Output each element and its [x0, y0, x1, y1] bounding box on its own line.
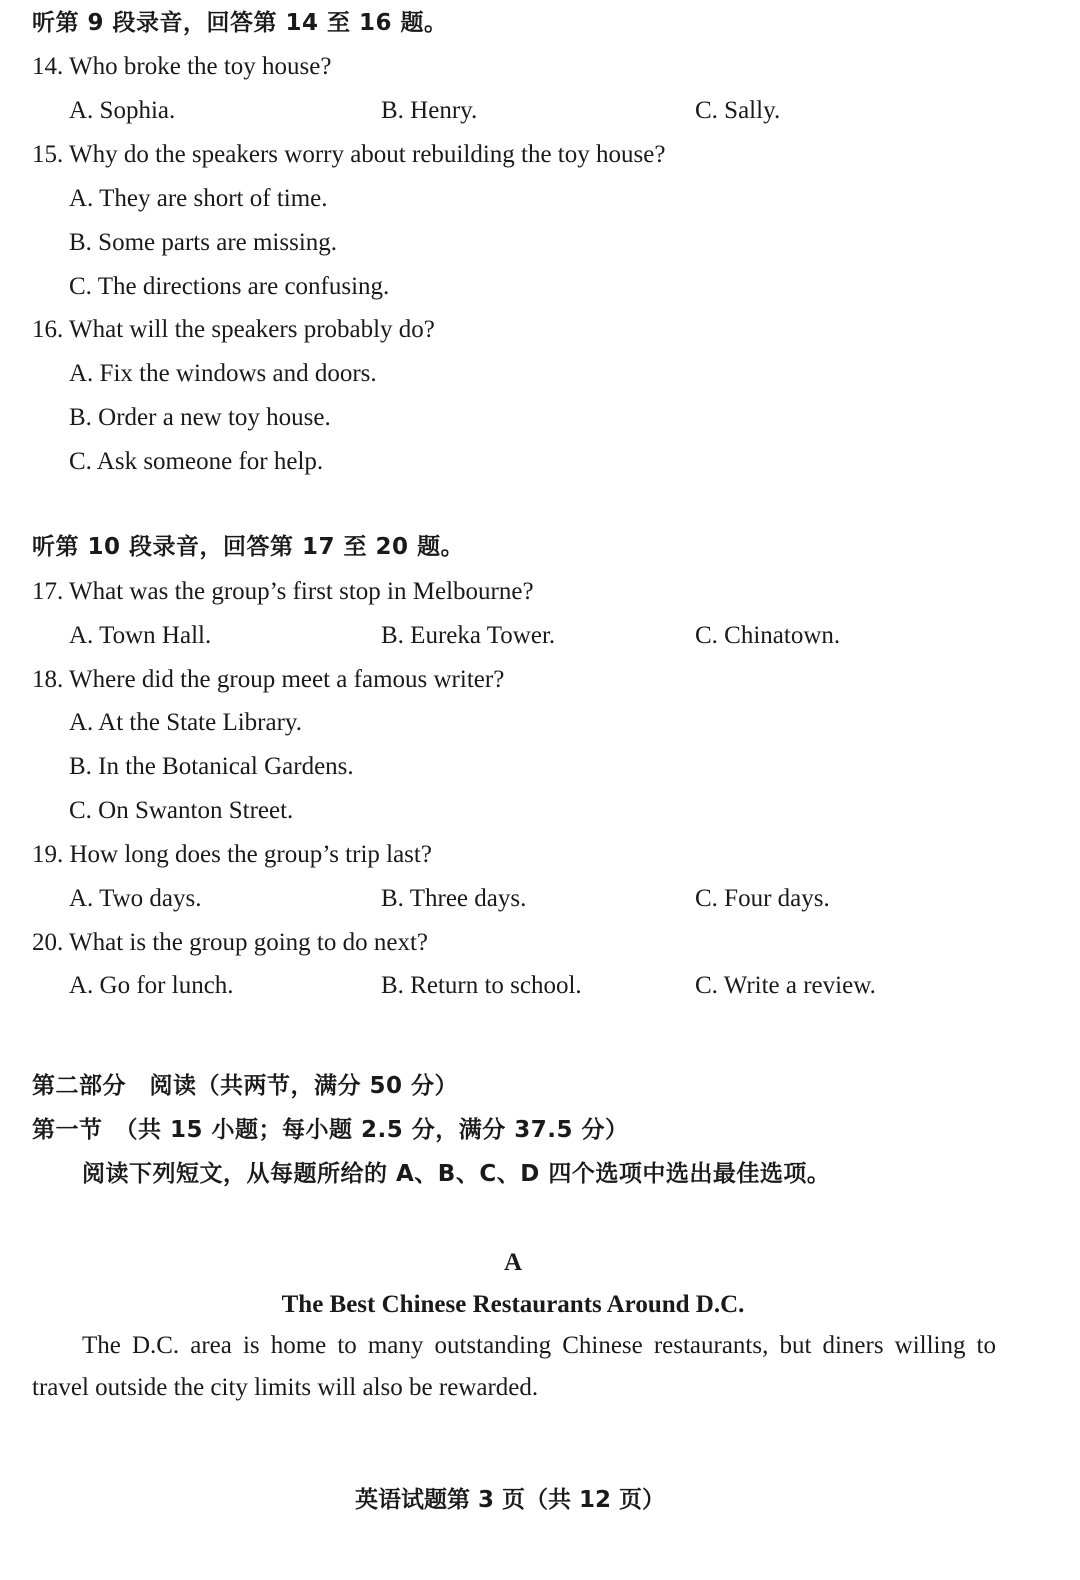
question-15-option-c: C. The directions are confusing.: [69, 273, 390, 300]
question-20-option-c: C. Write a review.: [695, 972, 876, 999]
question-19-stem: 19. How long does the group’s trip last?: [32, 841, 432, 868]
question-16-option-a: A. Fix the windows and doors.: [69, 360, 377, 387]
question-19-option-a: A. Two days.: [69, 885, 202, 912]
question-18-option-a: A. At the State Library.: [69, 709, 303, 736]
section-9-heading: 听第 9 段录音，回答第 14 至 16 题。: [32, 10, 448, 36]
question-19-option-c: C. Four days.: [695, 885, 830, 912]
question-17-option-b: B. Eureka Tower.: [381, 622, 556, 649]
question-19-option-b: B. Three days.: [381, 885, 527, 912]
question-18-option-b: B. In the Botanical Gardens.: [69, 753, 354, 780]
question-16-option-c: C. Ask someone for help.: [69, 448, 324, 475]
question-20-option-b: B. Return to school.: [381, 972, 582, 999]
question-14-option-a: A. Sophia.: [69, 97, 176, 124]
passage-title: The Best Chinese Restaurants Around D.C.: [281, 1291, 745, 1318]
question-20-option-a: A. Go for lunch.: [69, 972, 234, 999]
section-10-heading: 听第 10 段录音，回答第 17 至 20 题。: [32, 534, 465, 560]
question-20-stem: 20. What is the group going to do next?: [32, 929, 429, 956]
question-18-option-c: C. On Swanton Street.: [69, 797, 294, 824]
page-footer: 英语试题第 3 页（共 12 页）: [354, 1487, 666, 1513]
question-18-stem: 18. Where did the group meet a famous writer?: [32, 666, 505, 693]
part-2-instruction: 阅读下列短文，从每题所给的 A、B、C、D 四个选项中选出最佳选项。: [82, 1161, 831, 1187]
question-14-option-c: C. Sally.: [695, 97, 781, 124]
question-15-stem: 15. Why do the speakers worry about rebuilding the toy house?: [32, 141, 666, 168]
question-16-stem: 16. What will the speakers probably do?: [32, 316, 435, 343]
question-15-option-a: A. They are short of time.: [69, 185, 328, 212]
question-14-stem: 14. Who broke the toy house?: [32, 53, 332, 80]
passage-label: A: [503, 1249, 523, 1276]
question-17-option-a: A. Town Hall.: [69, 622, 212, 649]
question-17-stem: 17. What was the group’s first stop in Melbourne?: [32, 578, 534, 605]
question-16-option-b: B. Order a new toy house.: [69, 404, 331, 431]
question-14-option-b: B. Henry.: [381, 97, 478, 124]
part-2-title: 第二部分 阅读（共两节，满分 50 分）: [32, 1073, 459, 1099]
part-2-section-1-title: 第一节 （共 15 小题；每小题 2.5 分，满分 37.5 分）: [32, 1117, 629, 1143]
passage-paragraph: The D.C. area is home to many outstanding Chinese restaurants, but diners willing to travel outside the city limits will also be rewarded.: [32, 1332, 996, 1401]
question-15-option-b: B. Some parts are missing.: [69, 229, 338, 256]
question-17-option-c: C. Chinatown.: [695, 622, 841, 649]
